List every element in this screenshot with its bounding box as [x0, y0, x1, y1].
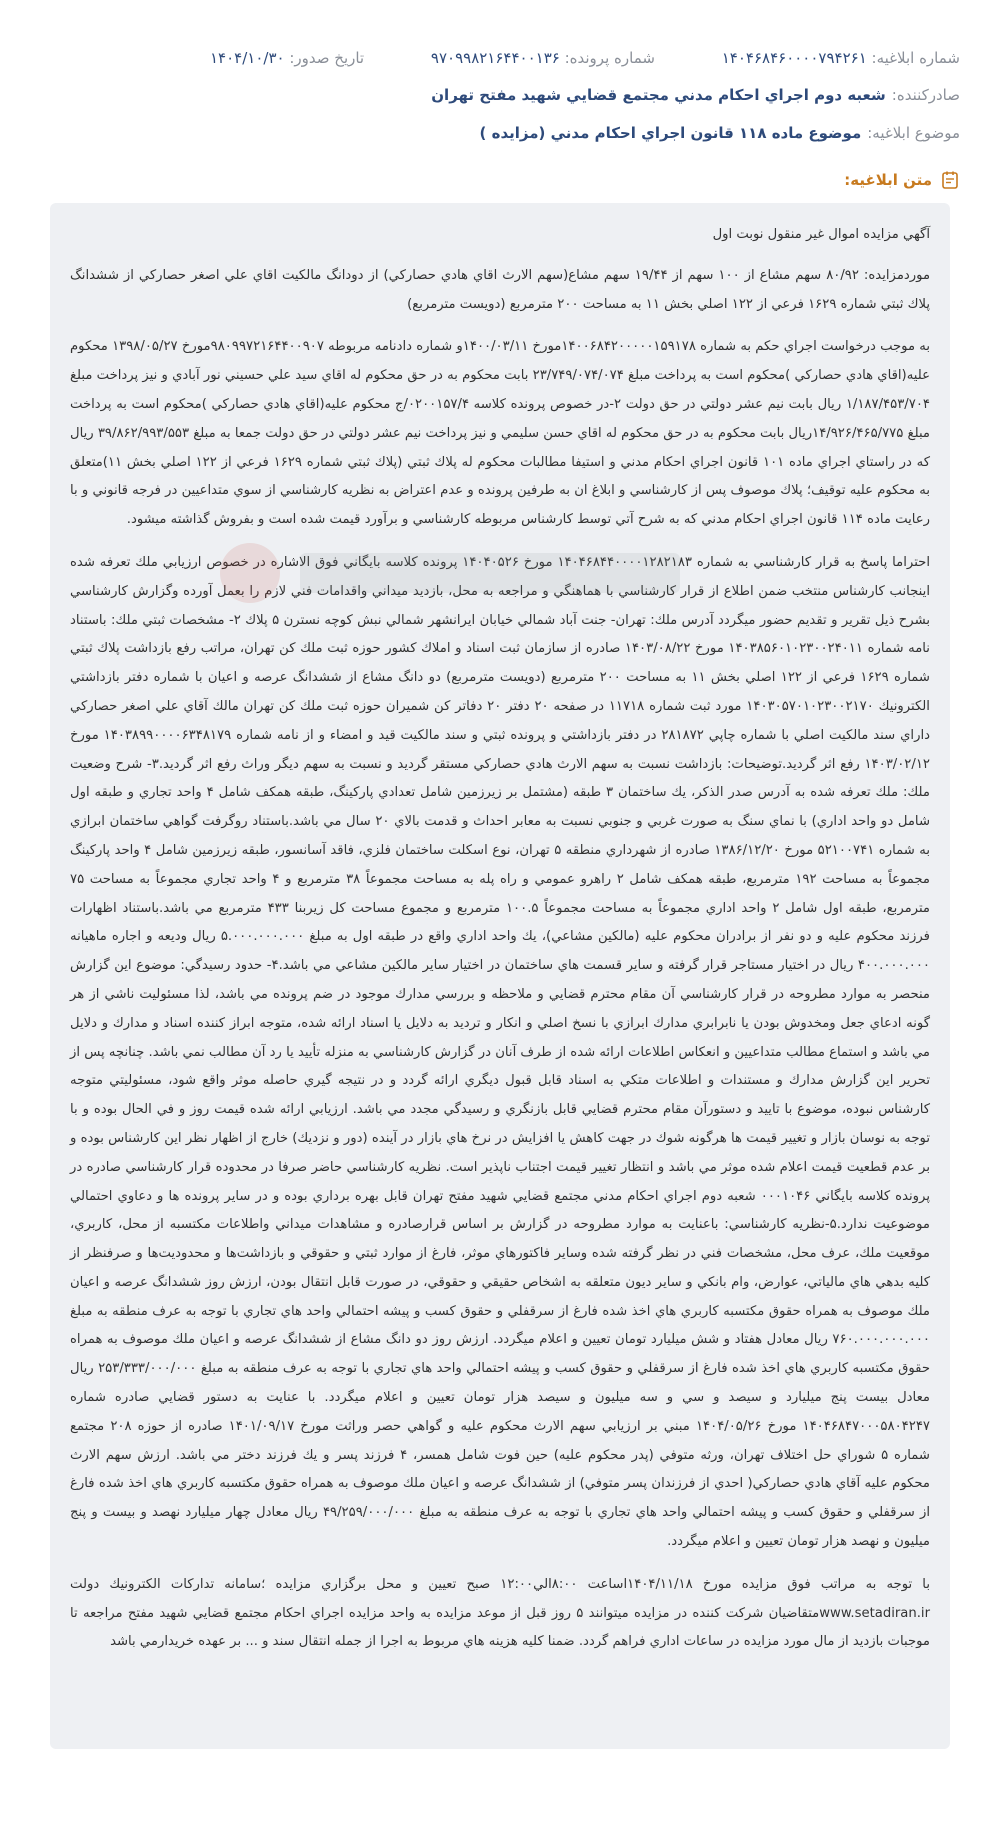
issue-date [210, 49, 364, 67]
auction-title: آگهي مزايده اموال غير منقول نوبت اول [712, 227, 930, 242]
issue-date-label: تاریخ صدور: [289, 49, 365, 67]
execution-request-paragraph: به موجب درخواست اجراي حكم به شماره ۱۴۰۰۶۸۴۲۰۰۰۰۰۱۵۹۱۷۸مورخ ۱۴۰۰/۰۳/۱۱و شماره دادنامه مربوطه ۹۸۰۹۹۷۲۱۶۴۴۰۰۹۰۷مورخ ۱۳۹۸/۰۵/۲۷ محكوم عليه(اقاي هادي حصاركي )محكوم است به پرداخت مبلغ ۲۳/۷۴۹/۰۷۴/۰۷۴ بابت محكوم به در حق محكوم له اقاي سيد علي حسيني نور آبادي و نيز پرداخت مبلغ ۱/۱۸۷/۴۵۳/۷۰۴ ريال بابت نيم عشر دولتي در حق دولت ۲-در خصوص پرونده كلاسه ۰۲۰۰۱۵۷/۴/ج محكوم عليه(اقاي هادي حصاركي )محكوم است به پرداخت مبلغ ۱۴/۹۲۶/۴۶۵/۷۷۵ريال بابت محكوم به در حق محكوم له اقاي حسن سليمي و نيز پرداخت نيم عشر دولتي در حق دولت جمعا به مبلغ ۳۹/۸۶۲/۹۹۳/۵۵۳ ريال كه در راستاي اجراي ماده ۱۰۱ قانون اجراي احكام مدني و استيفا مطالبات محكوم له پلاك ثبتي (پلاك ثبتي شماره ۱۶۲۹ فرعي از ۱۲۲ اصلي بخش ۱۱)متعلق به محكوم عليه توقيف؛ پلاك موصوف پس از كارشناسي و ابلاغ ان به طرفين پرونده و عدم اعتراض به نظريه كارشناسي از سوي متداعيين در فرجه قانوني و با رعايت ماده ۱۱۴ قانون اجراي احكام مدني كه به شرح آتي توسط كارشناس مربوطه كارشناسي و برآورد قيمت شده است و بفروش گذاشته ميشود. [70, 339, 931, 528]
subject-row [40, 114, 960, 152]
notice-number [722, 49, 960, 67]
issuer-value: شعبه دوم اجراي احكام مدني مجتمع قضايي شهيد مفتح تهران [431, 86, 886, 104]
subject-value: موضوع ماده ۱۱۸ قانون اجراي احكام مدني (مزايده ) [479, 124, 862, 142]
issuer-row [40, 76, 960, 114]
expert-report-paragraph: احتراما پاسخ به قرار كارشناسي به شماره ۱۴۰۴۶۸۴۴۰۰۰۰۱۲۸۲۱۸۳ مورخ ۱۴۰۴۰۵۲۶ پرونده كلاسه بايگاني فوق الاشاره در خصوص ارزيابي ملك تعرفه شده اينجانب كارشناس منتخب ضمن اطلاع از قرار كارشناسي با هماهنگي و مراجعه به محل، بازديد ميداني واقدامات فني لازم را بعمل آورده وگزارش كارشناسي بشرح ذيل تقرير و تقديم حضور ميگردد آدرس ملك: تهران- جنت آباد شمالي خيابان ايرانشهر شمالي نبش كوچه نسترن ۵ پلاك ۲- مشخصات ثبتي ملك: باستناد نامه شماره ۱۴۰۳۸۵۶۰۱۰۲۳۰۰۲۴۰۱۱ مورخ ۱۴۰۳/۰۸/۲۲ صادره از سازمان ثبت اسناد و املاك كشور حوزه ثبت ملك كن تهران، مراتب رفع بازداشت پلاك ثبتي شماره ۱۶۲۹ فرعي از ۱۲۲ اصلي بخش ۱۱ به مساحت ۲۰۰ مترمربع (دويست مترمربع) دو دانگ مشاع از ششدانگ عرصه و اعيان با شماره دفتر بازداشتي الكترونيك ۱۴۰۳۰۵۷۰۱۰۲۳۰۰۲۱۷۰ مورد ثبت شماره ۱۱۷۱۸ در صفحه ۲۰ دفتر ۲۰ دفاتر كن شميران حوزه ثبت ملك كن تهران مالك آقاي علي اصغر حصاركي داراي سند مالكيت اصلي با شماره چاپي ۲۸۱۸۷۲ در دفتر بازداشتي و پرونده ثبتي و سند مالكيت قيد و امضاء و از نامه شماره ۱۴۰۳۸۹۹۰۰۰۰۶۳۴۸۱۷۹ مورخ ۱۴۰۳/۰۲/۱۲ رفع اثر گرديد.توضيحات: بازداشت نسبت به سهم الارث هادي حصاركي مستقر گرديد و نسبت به سهم ديگر وراث رفع اثر گرديد.۳- شرح وضعيت ملك: ملك تعرفه شده به آدرس صدر الذكر، يك ساختمان ۳ طبقه (مشتمل بر زيرزمين شامل تعدادي پاركينگ، طبقه همكف شامل ۴ واحد تجاري و طبقه اول شامل دو واحد اداري) با نماي سنگ به صورت غربي و جنوبي نسبت به معابر احداث و قدمت بالاي ۲۰ سال مي باشد.باستناد روگرفت گواهي ساختمان ابرازي به شماره ۵۲۱۰۰۷۴۱ مورخ ۱۳۸۶/۱۲/۲۰ صادره از شهرداري منطقه ۵ تهران، نوع اسكلت ساختمان فلزي، فاقد آسانسور، طبقه زيرزمين شامل ۴ واحد پاركينگ مجموعاً به مساحت ۱۹۲ مترمربع، طبقه همكف شامل ۲ راهرو عمومي و راه پله به مساحت مجموعاً ۳۸ مترمربع و ۴ واحد تجاري مجموعاً به مساحت ۷۵ مترمربع، طبقه اول شامل ۲ واحد اداري مجموعاً به مساحت مجموعاً ۱۰۰.۵ مترمربع و مجموع مساحت كل زيربنا ۴۳۳ مترمربع مي باشد.باستناد اظهارات فرزند محكوم عليه و دو نفر از برادران محكوم عليه (مالكين مشاعي)، يك واحد اداري واقع در طبقه اول به مبلغ ۵.۰۰۰.۰۰۰.۰۰۰ ريال وديعه و اجاره ماهيانه ۴۰۰.۰۰۰.۰۰۰ ريال در اختيار مستاجر قرار گرفته و ساير قسمت هاي ساختمان در اختيار ساير مالكين مشاعي مي باشد.۴- حدود رسيدگي: موضوع اين گزارش منحصر به موارد مطروحه در قرار كارشناسي آن مقام محترم قضايي و ملاحظه و بررسي مدارك موجود در ضم پرونده مي باشد، لذا مسئوليت ناشي از هر گونه ادعاي جعل ومخدوش بودن يا نابرابري مدارك ابرازي با نسخ اصلي و انكار و ترديد به دلايل يا اسناد ارائه شده، متوجه ابراز كننده اسناد و مدارك و دلايل مي باشد و استماع مطالب متداعيين و انعكاس اطلاعات ارائه شده از طرف آنان در گزارش كارشناسي به منزله تأييد يا رد آن مطالب نمي باشد. چنانچه پس از تحرير اين گزارش مدارك و مستندات و اطلاعات متكي به اسناد قابل قبول ديگري ارائه گردد و در نتيجه گيري حاصله موثر واقع شود، مسئوليتي متوجه كارشناس نبوده، موضوع با تاييد و دستورآن مقام محترم قضايي قابل بازنگري و رسيدگي مجدد مي باشد. ارزيابي ارائه شده قيمت روز و في الحال بوده و با توجه به نوسان بازار و تغيير قيمت ها هرگونه شوك در جهت كاهش يا افزايش در نرخ هاي بازار در آينده (دور و نزديك) خارج از اظهار نظر اين كارشناس بوده و بر عدم قطعيت قيمت اعلام شده موثر مي باشد و انتظار تغيير قيمت اجتناب ناپذير است. نظريه كارشناسي حاضر صرفا در محدوده قرار كارشناسي صادره در پرونده كلاسه بايگاني ۰۰۰۱۰۴۶ شعبه دوم اجراي احكام مدني مجتمع قضايي شهيد مفتح تهران قابل بهره برداري بوده و در ساير پرونده ها و دعاوي احتمالي موضوعيت ندارد.۵-نظريه كارشناسي: باعنايت به موارد مطروحه در گزارش بر اساس قرارصادره و مشاهدات ميداني واطلاعات مكتسبه از محل، كاربري، موقعيت ملك، عرف محل، مشخصات فني در نظر گرفته شده وساير فاكتورهاي موثر، فارغ از موارد ثبتي و حقوقي و بازداشت‌ها و محدوديت‌ها و صرفنظر از كليه بدهي هاي مالياتي، عوارض، وام بانكي و ساير ديون متعلقه به اشخاص حقيقي و حقوقي، در صورت قابل انتقال بودن، ارزش روز ششدانگ عرصه و اعيان ملك موصوف به همراه حقوق مكتسبه كاربري هاي اخذ شده فارغ از سرقفلي و حقوق كسب و پيشه احتمالي واحد هاي تجاري با توجه به عرف منطقه به مبلغ ۷۶۰.۰۰۰.۰۰۰.۰۰۰ ريال معادل هفتاد و شش ميليارد تومان تعيين و اعلام ميگردد. ارزش روز دو دانگ مشاع از ششدانگ عرصه و اعيان ملك موصوف به همراه حقوق مكتسبه كاربري هاي اخذ شده فارغ از سرقفلي و حقوق كسب و پيشه احتمالي واحد هاي تجاري با توجه به عرف منطقه به مبلغ ۲۵۳/۳۳۳/۰۰۰/۰۰۰ ريال معادل بيست پنج ميليارد و سيصد و سي و سه ميليون و سيصد هزار تومان تعيين و اعلام ميگردد. با عنايت به دستور قضايي صادره شماره ۱۴۰۴۶۸۴۷۰۰۰۵۸۰۴۲۴۷ مورخ ۱۴۰۴/۰۵/۲۶ مبني بر ارزيابي سهم الارث محكوم عليه و گواهي حصر وراثت مورخ ۱۴۰۱/۰۹/۱۷ صادره از حوزه ۲۰۸ مجتمع شماره ۵ شوراي حل اختلاف تهران، ورثه متوفي (پدر محكوم عليه) حين فوت شامل همسر، ۴ فرزند پسر و يك فرزند دختر مي باشد. ارزش سهم الارث محكوم عليه آقاي هادي حصاركي( احدي از فرزندان پسر متوفي) از ششدانگ عرصه و اعيان ملك موصوف به همراه حقوق مكتسبه كاربري هاي اخذ شده فارغ از سرقفلي و حقوق كسب و پيشه احتمالي واحد هاي تجاري با توجه به عرف منطقه به مبلغ ۴۹/۲۵۹/۰۰۰/۰۰۰ ريال معادل چهار ميليارد نهصد و بيست و پنج ميليون و نهصد هزار تومان تعيين و اعلام ميگردد. [70, 554, 931, 1550]
issuer-label: صادرکننده: [891, 86, 960, 104]
note-icon [940, 170, 960, 190]
case-number-value: ۹۷۰۹۹۸۲۱۶۴۴۰۰۱۳۶ [430, 49, 560, 67]
auction-schedule-paragraph: با توجه به مراتب فوق مزايده مورخ ۱۴۰۴/۱۱/۱۸اساعت ۸:۰۰الي۱۲:۰۰ صبح تعيين و محل برگزاري مزايده ؛سامانه تداركات الكترونيك دولت www.setadiran.irمتقاضيان شركت كننده در مزايده ميتوانند ۵ روز قبل از موعد مزايده به واحد مزايده اجراي احكام مجتمع قضايي شهيد مفتح مراجعه تا موجبات بازديد از مال مورد مزايده در ساعات اداري فراهم گردد. ضمنا كليه هزينه هاي مربوط به اجرا از جمله انتقال سند و ... بر عهده خريدارمي باشد [70, 1576, 930, 1650]
notice-number-value: ۱۴۰۴۶۸۴۶۰۰۰۰۷۹۴۲۶۱ [721, 49, 867, 67]
auction-subject-paragraph: موردمزايده: ۸۰/۹۲ سهم مشاع از ۱۰۰ سهم از ۱۹/۴۴ سهم مشاع(سهم الارث اقاي هادي حصاركي) از دودانگ مالكيت اقاي علي اصغر حصاركي از ششدانگ پلاك ثبتي شماره ۱۶۲۹ فرعي از ۱۲۲ اصلي بخش ۱۱ به مساحت ۲۰۰ مترمربع (دويست مترمربع) [70, 267, 931, 312]
issue-date-value: ۱۴۰۴/۱۰/۳۰ [210, 49, 285, 67]
subject-label: موضوع ابلاغیه: [867, 124, 960, 142]
section-title: متن ابلاغیه: [844, 171, 932, 189]
section-heading [844, 170, 960, 190]
case-number-label: شماره پرونده: [564, 49, 655, 67]
notice-number-label: شماره ابلاغیه: [871, 49, 960, 67]
notice-body [50, 203, 950, 1749]
notice-header [40, 40, 960, 152]
header-meta-row [40, 40, 960, 76]
case-number [431, 49, 655, 67]
